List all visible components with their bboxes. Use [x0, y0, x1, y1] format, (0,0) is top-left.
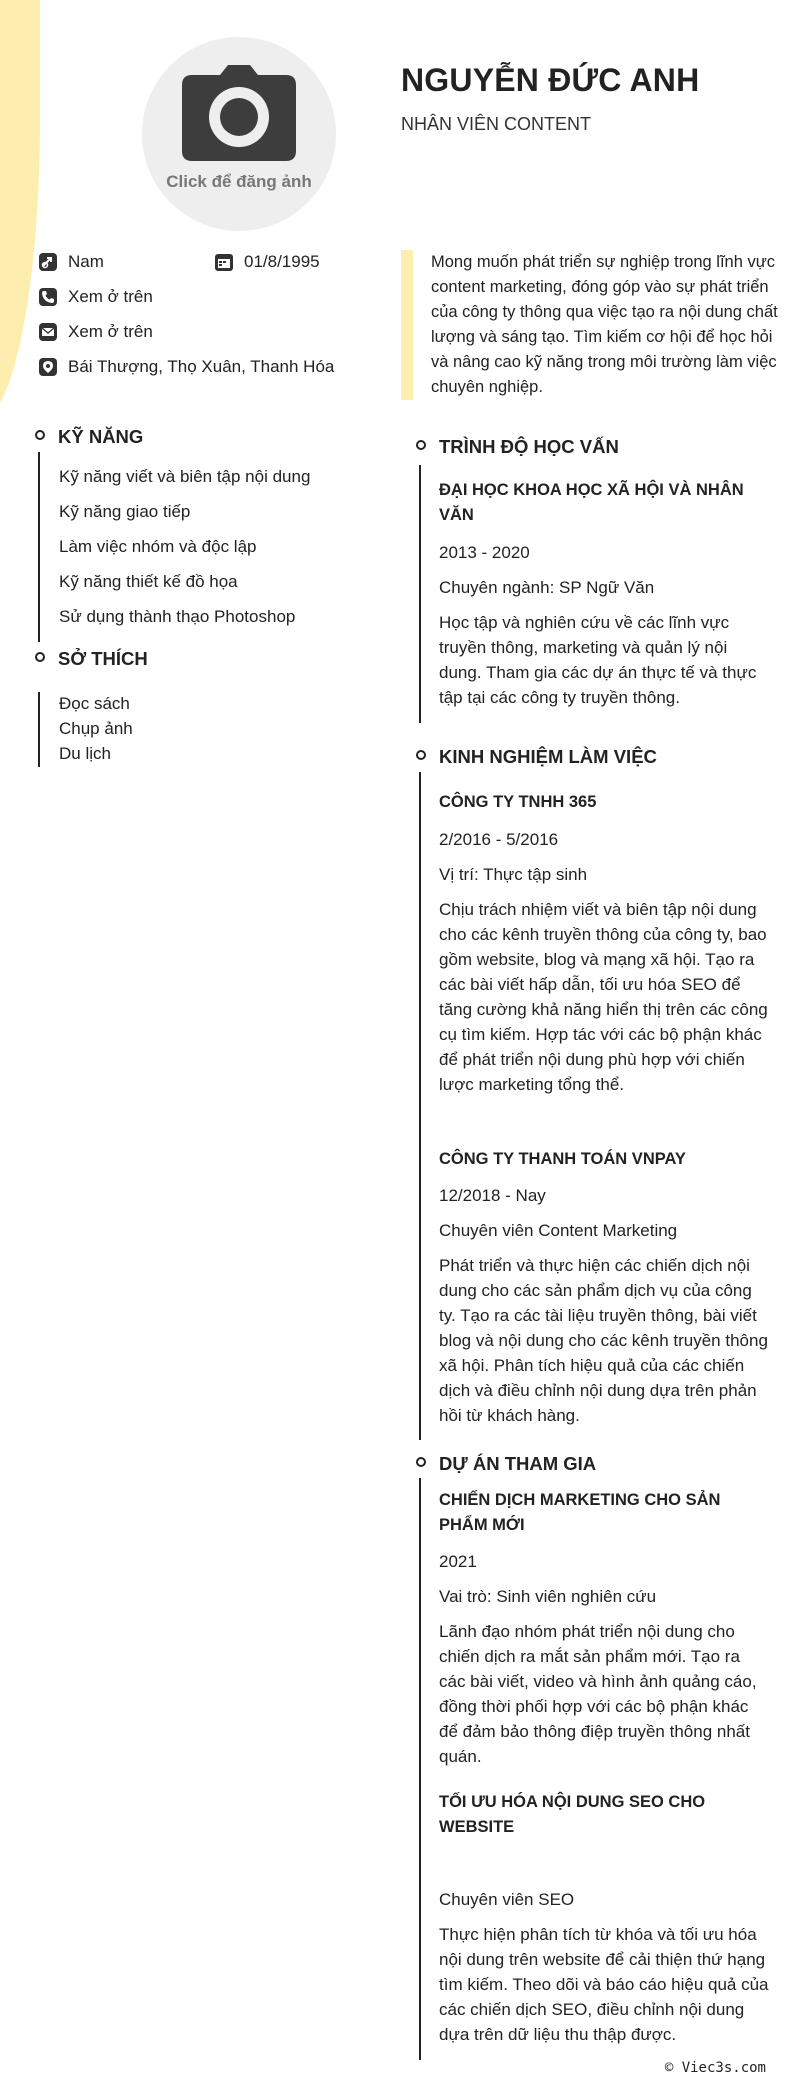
camera-icon: [182, 65, 296, 161]
project-name: CHIẾN DỊCH MARKETING CHO SẢN PHẨM MỚI: [439, 1491, 721, 1534]
project-role: Vai trò: Sinh viên nghiên cứu: [439, 1587, 657, 1606]
calendar-icon: [214, 252, 234, 272]
education-timeline-line: [419, 465, 421, 723]
project-name: TỐI ƯU HÓA NỘI DUNG SEO CHO WEBSITE: [439, 1793, 706, 1836]
footer-watermark: © Viec3s.com: [664, 2060, 766, 2076]
job-role: Vị trí: Thực tập sinh: [439, 865, 588, 884]
job-description: Chịu trách nhiệm viết và biên tập nội dung cho các kênh truyền thông của công ty, bao gồm website, blog và mạng xã hội. Tạo ra các bài viết hấp dẫn, tối ưu hóa SEO để tăng cường khả năng hiển thị trên các công cụ tìm kiếm. Hợp tác với các bộ phận khác để phát triển nội dung phù hợp với chiến lược marketing tổng thể.: [439, 900, 768, 1094]
education-years: 2013 - 2020: [439, 543, 530, 562]
decorative-arc: [0, 0, 40, 420]
skill-item: Kỹ năng giao tiếp: [59, 502, 191, 521]
info-gender-text: Nam: [68, 252, 104, 271]
skill-item: Kỹ năng thiết kế đồ họa: [59, 572, 238, 591]
projects-timeline-line: [419, 1478, 421, 2060]
experience-section-title: [419, 746, 657, 768]
job-period: 2/2016 - 5/2016: [439, 830, 559, 849]
projects-section-title: [419, 1453, 596, 1475]
project-year: 2021: [439, 1552, 477, 1571]
timeline-dot: [35, 652, 45, 662]
phone-icon: [38, 287, 58, 307]
career-objective: Mong muốn phát triển sự nghiệp trong lĩnh vực content marketing, đóng góp vào sự phát triển của công ty thông qua việc tạo ra nội dung chất lượng và sáng tạo. Tìm kiếm cơ hội để học hỏi và nâng cao kỹ năng trong môi trường làm việc chuyên nghiệp.: [401, 250, 779, 400]
company-name: CÔNG TY THANH TOÁN VNPAY: [439, 1150, 686, 1168]
project-description: Lãnh đạo nhóm phát triển nội dung cho chiến dịch ra mắt sản phẩm mới. Tạo ra các bài viết, video và hình ảnh quảng cáo, đồng thời phối hợp với các bộ phận khác để đảm bảo thông điệp truyền thông nhất quán.: [439, 1622, 757, 1766]
info-phone: [38, 287, 153, 307]
hobbies-timeline-line: [38, 692, 40, 767]
experience-title: KINH NGHIỆM LÀM VIỆC: [439, 746, 657, 767]
job-period: 12/2018 - Nay: [439, 1186, 546, 1205]
skills-timeline-line: [38, 452, 40, 642]
info-email: [38, 322, 153, 342]
company-name: CÔNG TY TNHH 365: [439, 793, 597, 811]
hobbies-section-title: [38, 648, 148, 670]
job-description: Phát triển và thực hiện các chiến dịch nội dung cho các sản phẩm dịch vụ của công ty. Tạo ra các tài liệu truyền thông, bài viết blog và nội dung cho các kênh truyền thông xã hội. Phân tích hiệu quả của các chiến dịch và điều chỉnh nội dung dựa trên phản hồi từ khách hàng.: [439, 1256, 768, 1425]
timeline-dot: [416, 440, 426, 450]
avatar-upload-label: Click để đăng ảnh: [166, 172, 312, 191]
hobby-item: Chụp ảnh: [59, 719, 133, 738]
skills-title: KỸ NĂNG: [58, 426, 144, 447]
education-description: Học tập và nghiên cứu về các lĩnh vực truyền thông, marketing và quản lý nội dung. Tham gia các dự án thực tế và thực tập tại các công ty truyền thông.: [439, 613, 757, 707]
skill-item: Sử dụng thành thạo Photoshop: [59, 607, 296, 626]
hobbies-title: SỞ THÍCH: [58, 648, 148, 669]
info-address: [38, 357, 334, 377]
location-pin-icon: [38, 357, 58, 377]
info-phone-text: Xem ở trên: [68, 287, 153, 306]
timeline-dot: [416, 1457, 426, 1467]
info-gender: [38, 252, 104, 272]
email-icon: [38, 322, 58, 342]
skill-item: Làm việc nhóm và độc lập: [59, 537, 257, 556]
experience-timeline-line: [419, 772, 421, 1440]
project-role: Chuyên viên SEO: [439, 1890, 575, 1909]
timeline-dot: [35, 430, 45, 440]
education-title: TRÌNH ĐỘ HỌC VẤN: [439, 436, 619, 457]
skill-item: Kỹ năng viết và biên tập nội dung: [59, 467, 311, 486]
timeline-dot: [416, 750, 426, 760]
avatar-upload[interactable]: [142, 37, 336, 231]
hobby-item: Đọc sách: [59, 694, 130, 713]
education-major: Chuyên ngành: SP Ngữ Văn: [439, 578, 655, 597]
job-title: NHÂN VIÊN CONTENT: [401, 114, 592, 134]
hobby-item: Du lịch: [59, 744, 111, 763]
projects-title: DỰ ÁN THAM GIA: [439, 1453, 597, 1474]
info-birthday: [214, 252, 320, 272]
info-email-text: Xem ở trên: [68, 322, 153, 341]
gender-icon: [38, 252, 58, 272]
info-address-text: Bái Thượng, Thọ Xuân, Thanh Hóa: [68, 357, 335, 376]
education-section-title: [419, 436, 619, 458]
school-name: ĐẠI HỌC KHOA HỌC XÃ HỘI VÀ NHÂN VĂN: [439, 481, 744, 524]
candidate-name: NGUYỄN ĐỨC ANH: [401, 62, 700, 98]
skills-section-title: [38, 426, 143, 448]
job-role: Chuyên viên Content Marketing: [439, 1221, 678, 1240]
project-description: Thực hiện phân tích từ khóa và tối ưu hóa nội dung trên website để cải thiện thứ hạng tìm kiếm. Theo dõi và báo cáo hiệu quả của các chiến dịch SEO, điều chỉnh nội dung dựa trên dữ liệu thu thập được.: [439, 1925, 769, 2044]
info-birthday-text: 01/8/1995: [244, 252, 320, 271]
